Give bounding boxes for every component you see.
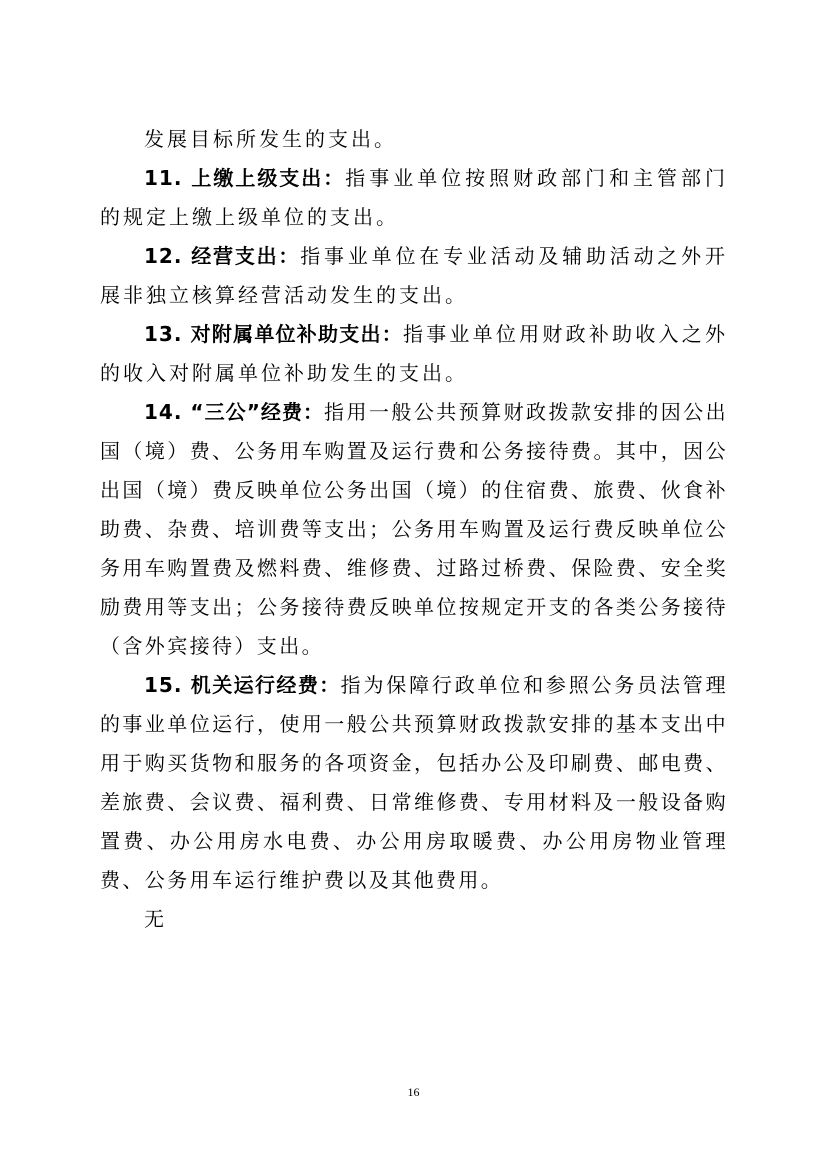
term-heading: 12. 经营支出： [144, 244, 301, 268]
paragraph-continuation [100, 120, 728, 159]
term-heading: 11. 上缴上级支出： [144, 166, 346, 190]
paragraph-text: 无 [144, 907, 167, 931]
paragraph-text: 指为保障行政单位和参照公务员法管理的事业单位运行，使用一般公共预算财政拨款安排的基本支出中用于购买货物和服务的各项资金，包括办公及印刷费、邮电费、差旅费、会议费、福利费、日常维修费、专用材料及一般设备购置费、办公用房水电费、办公用房取暖费、办公用房物业管理费、公务用车运行维护费以及其他费用。 [100, 673, 728, 892]
paragraph-text: 指事业单位用财政补助收入之外的收入对附属单位补助发生的支出。 [100, 322, 728, 385]
paragraph-item-11 [100, 159, 728, 237]
paragraph-item-15 [100, 666, 728, 900]
document-body [100, 120, 728, 939]
paragraph-item-12 [100, 237, 728, 315]
paragraph-text: 发展目标所发生的支出。 [144, 127, 397, 151]
page-number: 16 [407, 1085, 420, 1099]
term-heading: 13. 对附属单位补助支出： [144, 322, 403, 346]
paragraph-text: 指用一般公共预算财政拨款安排的因公出国（境）费、公务用车购置及运行费和公务接待费。其中，因公出国（境）费反映单位公务出国（境）的住宿费、旅费、伙食补助费、杂费、培训费等支出；公务用车购置及运行费反映单位公务用车购置费及燃料费、维修费、过路过桥费、保险费、安全奖励费用等支出；公务接待费反映单位按规定开支的各类公务接待（含外宾接待）支出。 [100, 400, 729, 658]
paragraph-item-13 [100, 315, 728, 393]
paragraph-text: 指事业单位按照财政部门和主管部门的规定上缴上级单位的支出。 [100, 166, 729, 229]
paragraph-text: 指事业单位在专业活动及辅助活动之外开展非独立核算经营活动发生的支出。 [100, 244, 728, 307]
term-heading: 15. 机关运行经费： [144, 673, 341, 697]
term-heading: 14. “三公”经费： [144, 400, 325, 424]
paragraph-item-14 [100, 393, 728, 666]
paragraph-none [100, 900, 728, 939]
